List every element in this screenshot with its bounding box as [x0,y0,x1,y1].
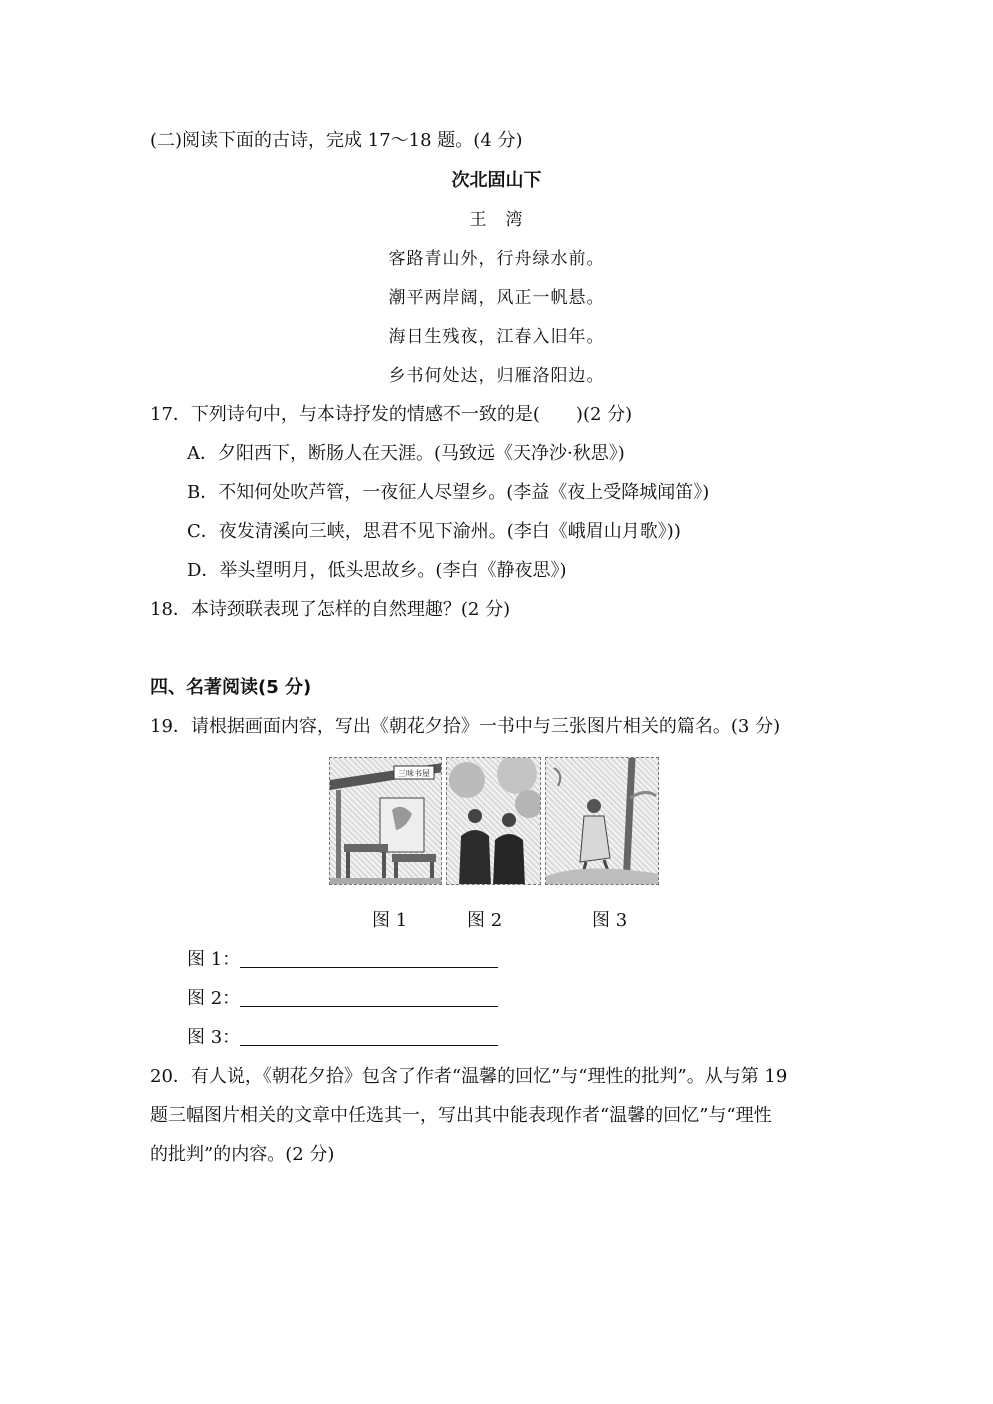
question-18: 18．本诗颈联表现了怎样的自然理趣？(2 分) [150,599,511,620]
figure-3-image [545,757,659,885]
poem-line: 乡书何处达，归雁洛阳边。 [388,366,605,386]
figure-1-sign-text: 三味书屋 [398,769,430,778]
option-b: B．不知何处吹芦管，一夜征人尽望乡。(李益《夜上受降城闻笛》) [187,482,710,503]
answer-label: 图 3： [187,1027,241,1048]
figure-1-image [329,757,442,885]
question-20-line: 20．有人说，《朝花夕拾》包含了作者“温馨的回忆”与“理性的批判”。从与第 19 [150,1066,788,1087]
figure-2-image [446,757,541,885]
question-19: 19．请根据画面内容，写出《朝花夕拾》一书中与三张图片相关的篇名。(3 分) [150,716,781,737]
option-d: D．举头望明月，低头思故乡。(李白《静夜思》) [187,560,567,581]
question-17: 17．下列诗句中，与本诗抒发的情感不一致的是( )(2 分) [150,404,633,425]
poem-author: 王 湾 [469,210,524,230]
poem-line: 客路青山外，行舟绿水前。 [388,249,605,269]
answer-blank[interactable] [240,949,498,968]
figure-3-caption: 图 3 [592,910,628,931]
answer-row-1 [187,948,498,972]
answer-blank[interactable] [240,988,498,1007]
answer-label: 图 1： [187,949,241,970]
answer-label: 图 2： [187,988,241,1009]
poem-line: 海日生残夜，江春入旧年。 [388,327,605,347]
section-heading: 四、名著阅读(5 分) [150,677,312,698]
section-intro: (二)阅读下面的古诗，完成 17～18 题。(4 分) [150,130,523,151]
answer-blank[interactable] [240,1027,498,1046]
question-20-line: 题三幅图片相关的文章中任选其一，写出其中能表现作者“温馨的回忆”与“理性 [150,1105,772,1126]
option-a: A．夕阳西下，断肠人在天涯。(马致远《天净沙·秋思》) [187,443,625,464]
poem-line: 潮平两岸阔，风正一帆悬。 [388,288,605,308]
answer-row-3 [187,1026,498,1050]
option-c: C．夜发清溪向三峡，思君不见下渝州。(李白《峨眉山月歌》)) [187,521,681,542]
question-20-line: 的批判”的内容。(2 分) [150,1144,335,1165]
figure-2-caption: 图 2 [467,910,503,931]
poem-title: 次北固山下 [451,170,542,191]
answer-row-2 [187,987,498,1011]
figure-1-caption: 图 1 [372,910,408,931]
